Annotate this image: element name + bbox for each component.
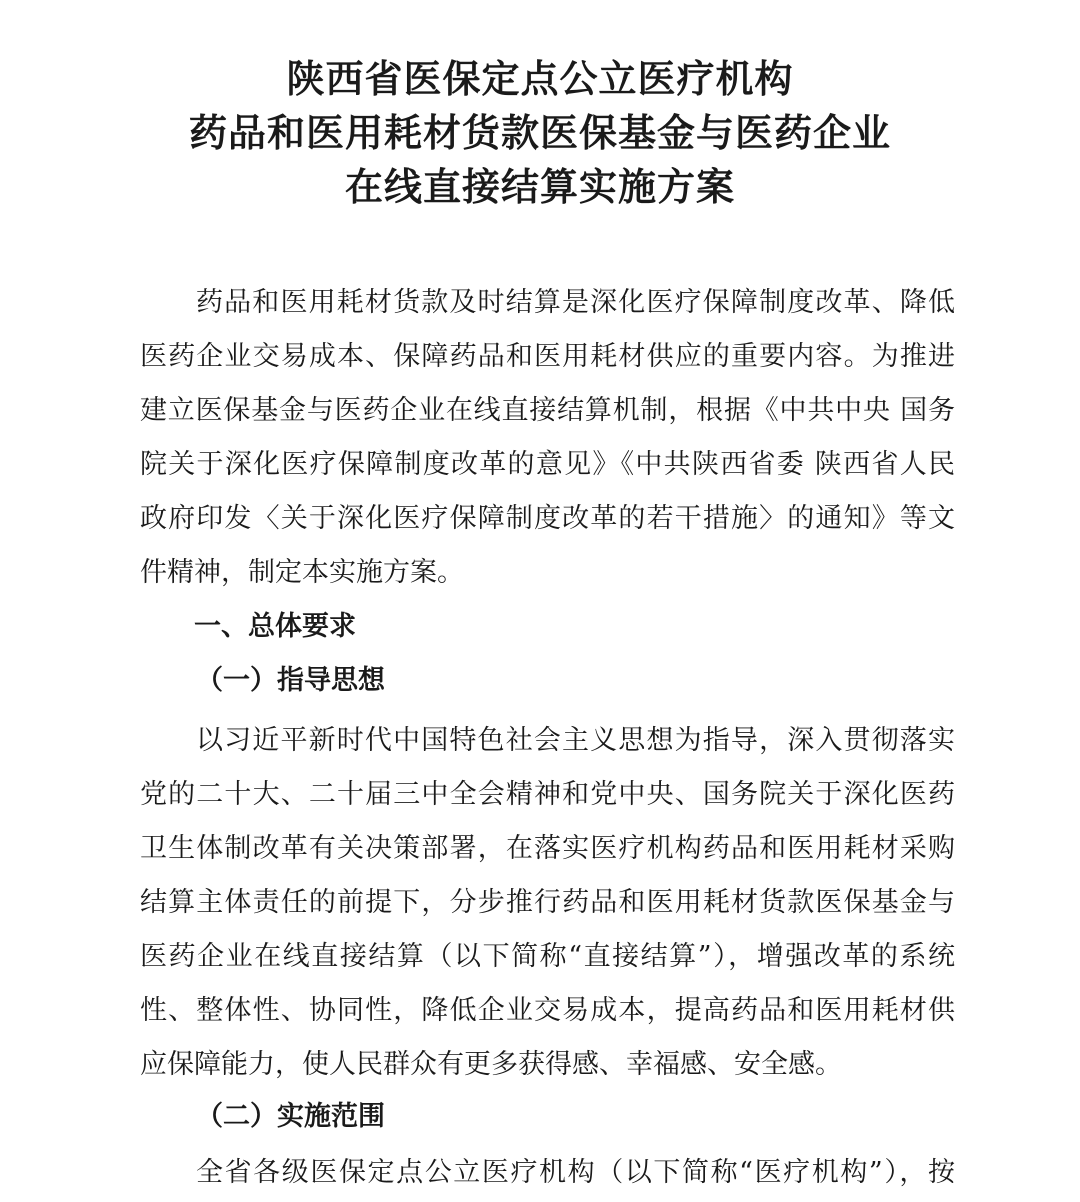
subsection-heading-guiding-ideology: （一）指导思想 — [196, 665, 385, 696]
intro-line: 药品和医用耗材货款及时结算是深化医疗保障制度改革、降低 — [196, 287, 955, 318]
paragraph-line: 以习近平新时代中国特色社会主义思想为指导，深入贯彻落实 — [196, 725, 955, 756]
intro-line: 政府印发〈关于深化医疗保障制度改革的若干措施〉的通知》等文 — [140, 503, 955, 534]
subsection-heading-implementation-scope: （二）实施范围 — [196, 1101, 385, 1132]
intro-line: 医药企业交易成本、保障药品和医用耗材供应的重要内容。为推进 — [140, 341, 955, 372]
paragraph-line: 全省各级医保定点公立医疗机构（以下简称“医疗机构”），按 — [196, 1157, 955, 1188]
intro-line: 院关于深化医疗保障制度改革的意见》《中共陕西省委 陕西省人民 — [140, 449, 955, 480]
paragraph-line: 性、整体性、协同性，降低企业交易成本，提高药品和医用耗材供 — [140, 995, 955, 1026]
document-title — [0, 52, 1080, 214]
title-line-3: 在线直接结算实施方案 — [344, 165, 735, 209]
paragraph-line: 卫生体制改革有关决策部署，在落实医疗机构药品和医用耗材采购 — [140, 833, 955, 864]
intro-line: 建立医保基金与医药企业在线直接结算机制，根据《中共中央 国务 — [140, 395, 955, 426]
paragraph-line: 应保障能力，使人民群众有更多获得感、幸福感、安全感。 — [140, 1049, 842, 1080]
paragraph-line: 党的二十大、二十届三中全会精神和党中央、国务院关于深化医药 — [140, 779, 955, 810]
paragraph-line: 结算主体责任的前提下，分步推行药品和医用耗材货款医保基金与 — [140, 887, 955, 918]
intro-line: 件精神，制定本实施方案。 — [140, 557, 464, 588]
section-heading-general-requirements: 一、总体要求 — [194, 611, 356, 642]
title-line-1: 陕西省医保定点公立医疗机构 — [286, 57, 794, 101]
paragraph-line: 医药企业在线直接结算（以下简称“直接结算”），增强改革的系统 — [140, 941, 955, 972]
title-line-2: 药品和医用耗材货款医保基金与医药企业 — [188, 111, 891, 155]
